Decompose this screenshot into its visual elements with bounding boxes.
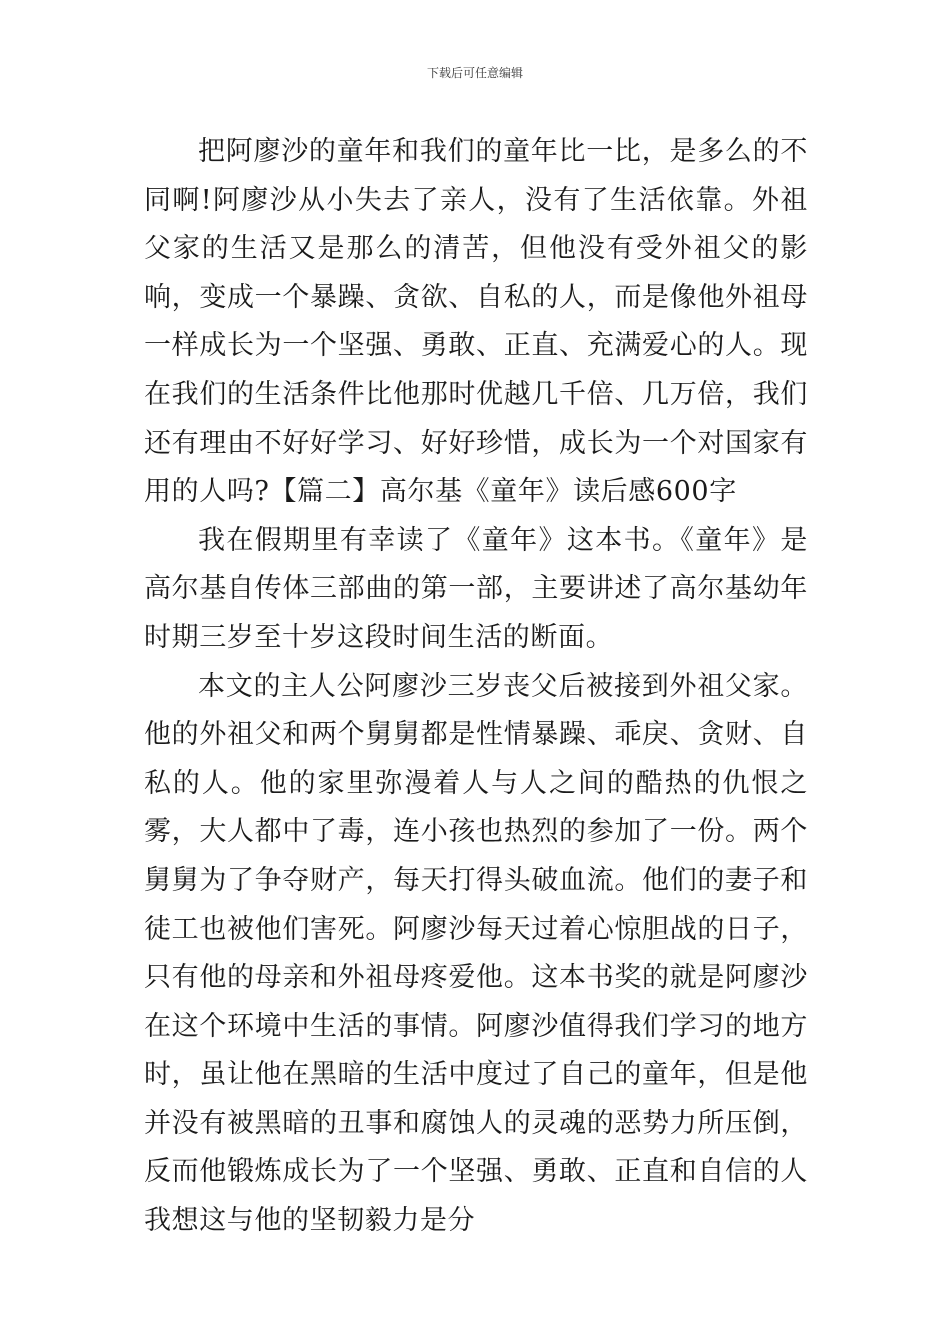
paragraph-3: 本文的主人公阿廖沙三岁丧父后被接到外祖父家。他的外祖父和两个舅舅都是性情暴躁、乖戾、贪财、自私的人。他的家里弥漫着人与人之间的酷热的仇恨之雾，大人都中了毒，连小孩也热烈的参加了一份。两个舅舅为了争夺财产，每天打得头破血流。他们的妻子和徒工也被他们害死。阿廖沙每天过着心惊胆战的日子，只有他的母亲和外祖母疼爱他。这本书奖的就是阿廖沙在这个环境中生活的事情。阿廖沙值得我们学习的地方时，虽让他在黑暗的生活中度过了自己的童年，但是他并没有被黑暗的丑事和腐蚀人的灵魂的恶势力所压倒，反而他锻炼成长为了一个坚强、勇敢、正直和自信的人我想这与他的坚韧毅力是分 [144, 670, 808, 1237]
paragraph-1: 把阿廖沙的童年和我们的童年比一比，是多么的不同啊!阿廖沙从小失去了亲人，没有了生活依靠。外祖父家的生活又是那么的清苦，但他没有受外祖父的影响，变成一个暴躁、贪欲、自私的人，而是像他外祖母一样成长为一个坚强、勇敢、正直、充满爱心的人。现在我们的生活条件比他那时优越几千倍、几万倍，我们还有理由不好好学习、好好珍惜，成长为一个对国家有用的人吗?【篇二】高尔基《童年》读后感600字 [144, 136, 808, 508]
document-body [144, 128, 808, 1246]
paragraph-2: 我在假期里有幸读了《童年》这本书。《童年》是高尔基自传体三部曲的第一部，主要讲述了高尔基幼年时期三岁至十岁这段时间生活的断面。 [144, 524, 808, 653]
page-header: 下载后可任意编辑 [426, 66, 523, 80]
